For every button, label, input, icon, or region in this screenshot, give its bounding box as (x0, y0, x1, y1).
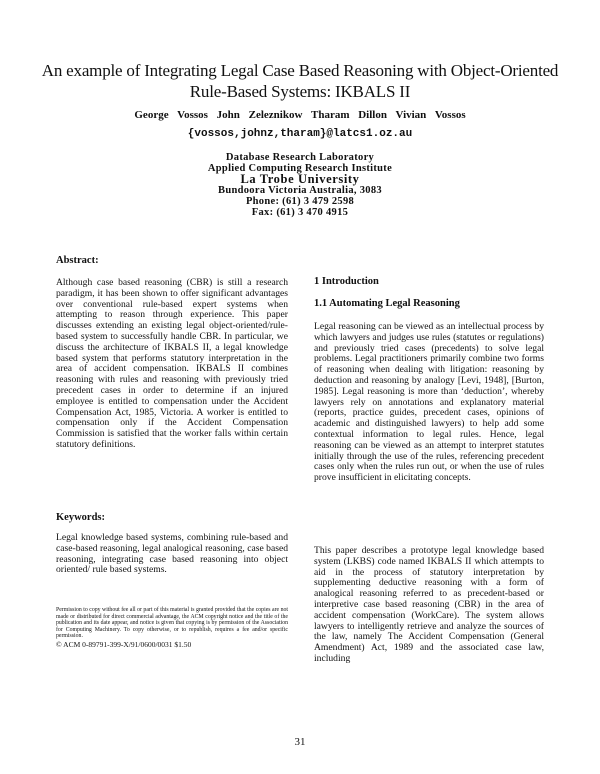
keywords-text (56, 533, 288, 576)
paper-title: An example of Integrating Legal Case Based Reasoning with Object-Oriented Rule-Based Systems: IKBALS II (41, 61, 559, 101)
abstract-paragraph: Although case based reasoning (CBR) is still a research paradigm, it has been shown to offer significant advantages over conventional rule-based expert systems when attempting to reason through experience. This paper discusses extending an existing legal object-oriented/rule-based system to successfully handle CBR. In particular, we discuss the architecture of IKBALS II, a legal knowledge based system that performs statutory interpretation in the area of accident compensation. IKBALS II combines reasoning with rules and reasoning with previously tried precedent cases in order to determine if an injured employee is entitled to compensation under the Accident Compensation Act, 1985, Victoria. A worker is entitled to compensation only if the Accident Compensation Commission is satisfied that the worker falls within certain statutory definitions. (56, 277, 288, 450)
author-name: George Vossos (134, 109, 208, 121)
author-name: Vivian Vossos (395, 109, 466, 121)
intro-paragraph-1 (314, 322, 544, 484)
abstract-text (56, 278, 288, 451)
section-heading: 1 Introduction (314, 276, 379, 287)
affiliation-university: La Trobe University (240, 172, 360, 186)
author-name: Tharam Dillon (310, 109, 387, 121)
affiliation-lab: Database Research Laboratory (225, 152, 375, 163)
intro-text: Legal reasoning can be viewed as an intellectual process by which lawyers and judges use rules (statutes or regulations) and previously tried cases (precedents) to solve legal problems. Legal practitioners primarily combine two forms of reasoning when dealing with litigation: reasoning by deduction and reasoning by analogy [Levi, 1948], [Burton, 1985]. Legal reasoning is more than ‘deduction’, whereby lawyers rely on annotations and explanatory material (reports, practice guides, precedent cases, opinions of academic and distinguished lawyers) to help add some contextual information to legal rules. Hence, legal reasoning can be viewed as an attempt to interpret statutes initially through the use of the rules, referencing precedent cases only when the rules run out, or when the use of rules prove insufficient in elicitating concepts. (314, 321, 544, 484)
author-emails: {vossos,johnz,tharam}@latcs1.oz.au (187, 128, 413, 140)
copyright-line: © ACM 0-89791-399-X/91/0600/0031 $1.50 (56, 640, 192, 649)
author-list (40, 109, 560, 121)
abstract-heading: Abstract: (56, 255, 99, 266)
affiliation-centre: Applied Computing Research Institute (207, 163, 393, 174)
affiliation-address: Bundoora Victoria Australia, 3083 (218, 185, 382, 196)
permission-footnote: Permission to copy without fee all or part of this material is granted provided that the copies are not made or distributed for direct commercial advantage, the ACM copyright notice and the title of the publication and its date appear, and notice is given that copying is by permission of the Association for Computing Machinery. To copy otherwise, or to republish, requires a fee and/or specific permission. (56, 607, 288, 640)
page-number: 31 (294, 736, 306, 748)
intro-paragraph-2 (314, 546, 544, 665)
keywords-paragraph: Legal knowledge based systems, combining rule-based and case-based reasoning, legal analogical reasoning, case based reasoning, integrating case based reasoning into object oriented/ rule based systems. (56, 532, 288, 576)
affiliation-block (120, 152, 480, 218)
affiliation-fax: Fax: (61) 3 470 4915 (251, 207, 349, 218)
intro-text: This paper describes a prototype legal knowledge based system (LKBS) code named IKBALS II which attempts to aid in the process of statutory interpretation by supplementing deductive reasoning with a form of analogical reasoning referred to as precedent-based or interpretive case based reasoning (CBR) in the area of accident compensation (WorkCare). The system allows lawyers to intelligently retrieve and analyze the sources of the law, namely The Accident Compensation (General Amendment) Act, 1989 and the associated case law, including (314, 545, 544, 664)
author-name: John Zeleznikow (216, 109, 303, 121)
subsection-heading: 1.1 Automating Legal Reasoning (314, 298, 460, 309)
keywords-heading: Keywords: (56, 512, 105, 523)
affiliation-phone: Phone: (61) 3 479 2598 (245, 196, 355, 207)
